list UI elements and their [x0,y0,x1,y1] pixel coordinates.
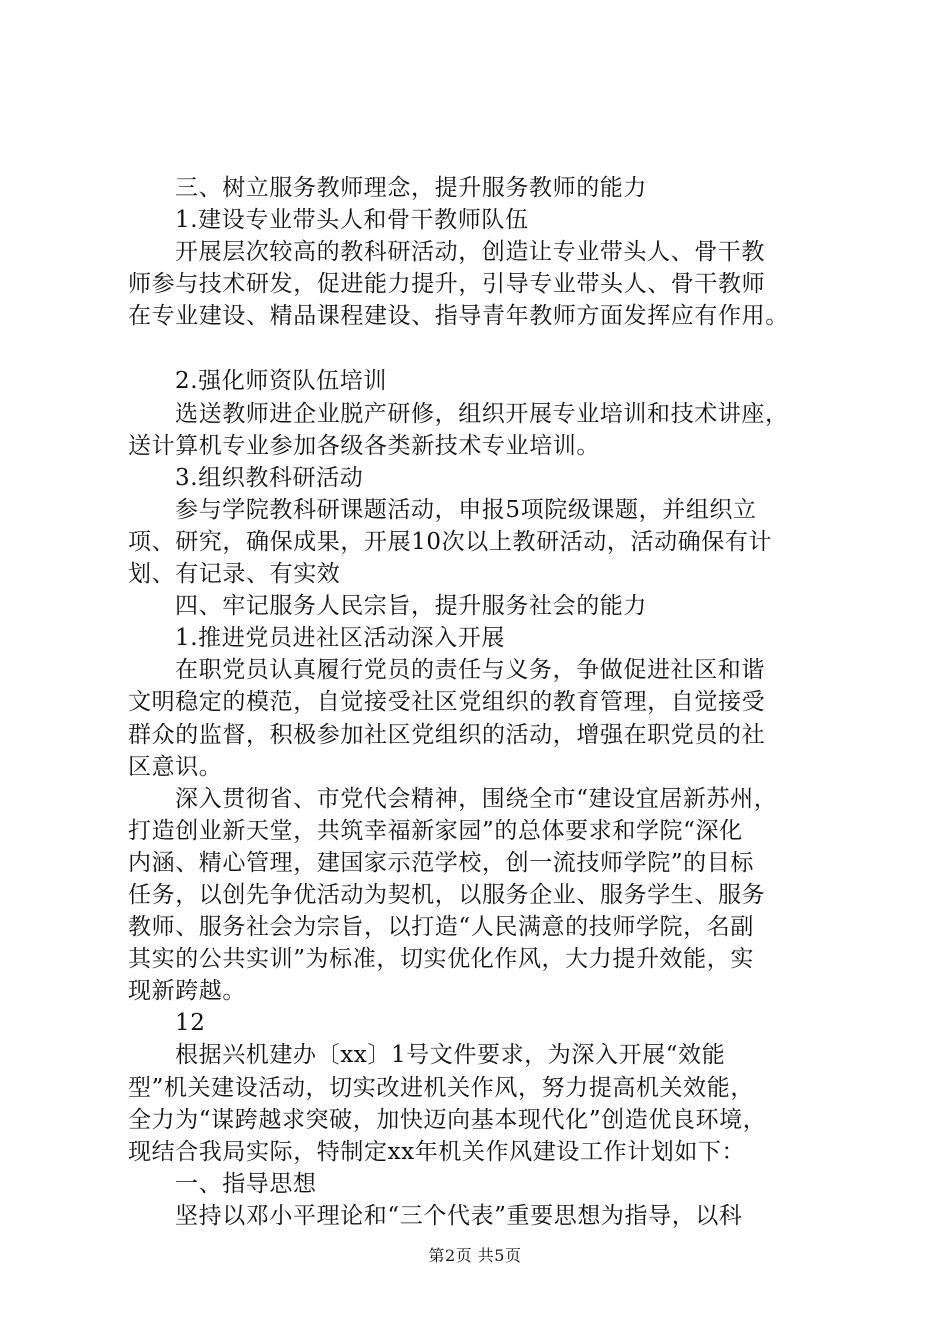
page-footer [0,1243,950,1266]
paragraph-line: 项、研究，确保成果，开展10次以上教研活动，活动确保有计 [128,528,773,555]
paragraph-line: 在职党员认真履行党员的责任与义务，争做促进社区和谐 [175,657,765,684]
paragraph-line: 其实的公共实训”为标准，切实优化作风，大力提升效能，实 [128,946,754,973]
subsection-heading: 1.建设专业带头人和骨干教师队伍 [175,207,529,234]
section-heading: 四、牢记服务人民宗旨，提升服务社会的能力 [175,593,647,620]
paragraph-line: 群众的监督，积极参加社区党组织的活动，增强在职党员的社 [128,721,766,748]
paragraph-line: 全力为“谋跨越求突破，加快迈向基本现代化”创造优良环境， [128,1106,767,1133]
paragraph-line: 划、有记录、有实效 [128,561,341,588]
paragraph-line: 教师、服务社会为宗旨，以打造“人民满意的技师学院，名副 [128,914,754,941]
paragraph-line: 根据兴机建办〔xx〕1号文件要求，为深入开展“效能 [175,1042,726,1069]
paragraph-line: 开展层次较高的教科研活动，创造让专业带头人、骨干教 [175,239,765,266]
paragraph-line: 选送教师进企业脱产研修，组织开展专业培训和技术讲座， [175,400,789,427]
page-indicator: 第2页 共5页 [428,1246,522,1265]
paragraph-line: 型”机关建设活动，切实改进机关作风，努力提高机关效能， [128,1074,754,1101]
paragraph-line: 内涵、精心管理，建国家示范学校，创一流技师学院”的目标 [128,849,754,876]
paragraph-line: 区意识。 [128,753,223,780]
document-body [128,172,848,1232]
section-heading: 三、树立服务教师理念，提升服务教师的能力 [175,175,647,201]
paragraph-gap [128,332,848,365]
paragraph-line: 任务，以创先争优活动为契机，以服务企业、服务学生、服务 [128,881,766,908]
paragraph-line: 现新跨越。 [128,978,246,1005]
paragraph-line: 文明稳定的模范，自觉接受社区党组织的教育管理，自觉接受 [128,689,766,716]
subsection-heading: 1.推进党员进社区活动深入开展 [175,625,505,652]
paragraph-line: 打造创业新天堂，共筑幸福新家园”的总体要求和学院“深化 [128,817,743,844]
paragraph-line: 师参与技术研发，促进能力提升，引导专业带头人、骨干教师 [128,271,766,298]
paragraph-line: 参与学院教科研课题活动，申报5项院级课题，并组织立 [175,496,757,523]
paragraph-line: 在专业建设、精品课程建设、指导青年教师方面发挥应有作用。 [128,303,789,330]
paragraph-line: 送计算机专业参加各级各类新技术专业培训。 [128,432,600,459]
paragraph-number: 12 [175,1010,206,1037]
subsection-heading: 2.强化师资队伍培训 [175,368,387,395]
paragraph-line: 坚持以邓小平理论和“三个代表”重要思想为指导，以科 [175,1202,743,1229]
paragraph-line: 现结合我局实际，特制定xx年机关作风建设工作计划如下： [128,1138,746,1165]
subsection-heading: 3.组织教科研活动 [175,464,364,491]
paragraph-line: 深入贯彻省、市党代会精神，围绕全市“建设宜居新苏州， [175,785,778,812]
section-heading: 一、指导思想 [175,1170,317,1197]
